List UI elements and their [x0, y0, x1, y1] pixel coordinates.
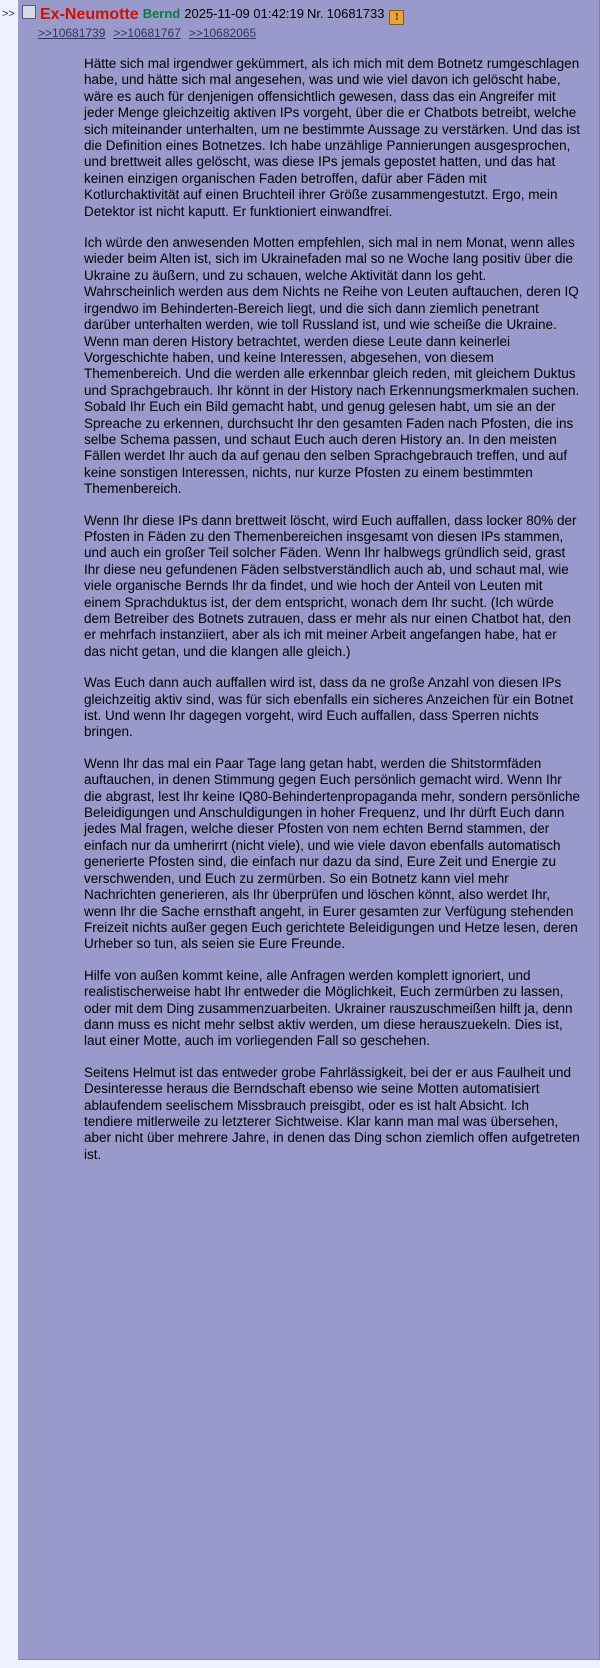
backlink-3[interactable]: >>10682065: [188, 26, 257, 40]
post-paragraph: Seitens Helmut ist das entweder grobe Fahrlässigkeit, bei der er aus Faulheit und Desinteresse heraus die Berndschaft ebenso wie seine Motten automatisiert ablaufendem seelischem Missbrauch preisgibt, oder es ist halt Absicht. Ich tendiere mitlerweile zu letzterer Sichtweise. Klar kann man mal was übersehen, aber nicht über mehrere Jahre, in denen das Ding schon ziemlich offen aufgetreten ist.: [84, 1064, 580, 1162]
backlinks: [18, 25, 599, 44]
post-paragraph: Hätte sich mal irgendwer gekümmert, als ich mich mit dem Botnetz rumgeschlagen habe, und hätte sich mal angesehen, was und wie viel davon ich gelöscht habe, wäre es auch für denjenigen offensichtlich gewesen, dass das ein Angreifer mit jeder Menge gleichzeitig aktiven IPs vorgeht, über die er Chatbots betreibt, welche sich miteinander unterhalten, um ne bestimmte Aussage zu verstärken. Und das ist die Definition eines Botnetzes. Ich habe unzählige Pannierungen ausgesprochen, und brettweit alles gelöscht, was diese IPs jemals gepostet hatten, und das hat keinen einzigen organischen Faden betroffen, dafür aber Fäden mit Kotlurchaktivität auf einen Bruchteil ihrer Größe zusammengestutzt. Ergo, mein Detektor ist nicht kaputt. Er funktioniert einwandfrei.: [84, 56, 580, 219]
post-body: [18, 44, 599, 1173]
reply-marker: >>: [2, 8, 15, 20]
post-number-label: Nr.: [307, 6, 324, 21]
post-paragraph: Was Euch dann auch auffallen wird ist, dass da ne große Anzahl von diesen IPs gleichzeitig aktiv sind, was für sich ebenfalls ein sicheres Anzeichen für ein Botnet ist. Und wenn Ihr dagegen vorgeht, wird Euch auffallen, dass Sperren nichts bringen.: [84, 675, 574, 740]
post-subject: Ex-Neumotte: [40, 6, 139, 23]
post-datetime: 2025-11-09 01:42:19: [184, 6, 304, 21]
backlink-1[interactable]: >>10681739: [38, 26, 106, 40]
backlink-2[interactable]: >>10681767: [113, 26, 181, 40]
post-paragraph: Wenn Ihr diese IPs dann brettweit löscht, wird Euch auffallen, dass locker 80% der Pfosten in Fäden zu den Themenbereichen insgesamt von diesen IPs stammen, und auch ein großer Teil solcher Fäden. Wenn Ihr halbwegs gründlich seid, grast Ihr diese neu gefundenen Fäden selbstverständlich auch ab, und schaut mal, wie viele organische Bernds Ihr da findet, und wie hoch der Anteil von Leuten mit einem Sprachduktus ist, der dem entspricht, wonach dem Ihr sucht. (Ich würde dem Betreiber des Botnets zutrauen, dass er mehr als nur einen Chatbot hat, den er mehrfach instanziiert, aber als ich mit meiner Arbeit angefangen habe, hat er das nicht getan, und die klangen alle gleich.): [84, 512, 577, 659]
report-icon[interactable]: !: [389, 10, 404, 25]
post-author: Bernd: [142, 6, 181, 21]
post-container: [18, 0, 600, 1660]
post-header: [18, 0, 599, 25]
post-paragraph: Hilfe von außen kommt keine, alle Anfragen werden komplett ignoriert, und realistischerweise habt Ihr entweder die Möglichkeit, Euch zermürben zu lassen, oder mit dem Ding zusammenzuarbeiten. Ukrainer rauszuschmeißen hilft ja, denn dann muss es nicht mehr selbst aktiv werden, um diese herauszuekeln. Dies ist, laut einer Motte, auch im vorliegenden Fall so geschehen.: [84, 967, 573, 1049]
post-select-checkbox[interactable]: [22, 5, 36, 19]
post-paragraph: Ich würde den anwesenden Motten empfehlen, sich mal in nem Monat, wenn alles wieder beim Alten ist, sich im Ukrainefaden mal so ne Woche lang positiv über die Ukraine zu äußern, und zu schauen, welche Aktivität dann los geht. Wahrscheinlich werden aus dem Nichts ne Reihe von Leuten auftauchen, deren IQ irgendwo im Behinderten-Bereich liegt, und die sich dann ziemlich penetrant darüber unterhalten werden, wie toll Russland ist, und wie scheiße die Ukraine. Wenn man deren History betrachtet, werden diese Leute dann keinerlei Vorgeschichte haben, und keine Interessen, abgesehen, von diesem Themenbereich. Und die werden alle erkennbar gleich reden, mit gleichem Duktus und Sprachgebrauch. Ihr könnt in der History nach Erkennungsmerkmalen suchen. Sobald Ihr Euch ein Bild gemacht habt, und genug gelesen habt, um sie an der Spreache zu erkennen, durchsucht Ihr den gesamten Faden nach Pfosten, die ins selbe Schema passen, und schaut Euch auch deren History an. In den meisten Fällen werdet Ihr auch da auf genau den selben Sprachgebrauch treffen, und auf keine sonstigen Interessen, nichts, nur kurze Pfosten zu einem bestimmten Themenbereich.: [84, 235, 580, 497]
post-paragraph: Wenn Ihr das mal ein Paar Tage lang getan habt, werden die Shitstormfäden auftauchen, in denen Stimmung gegen Euch persönlich gemacht wird. Wenn Ihr die abgrast, lest Ihr keine IQ80-Behindertenpropaganda mehr, sondern persönliche Beleidigungen und Anschuldigungen in hoher Frequenz, und Ihr dürft Euch dann jedes Mal fragen, welche dieser Pfosten von nem echten Bernd stammen, der einfach nur da umherirrt (nicht viele), und wie viele davon ebenfalls automatisch generierte Pfosten sind, die einfach nur dazu da sind, Eure Zeit und Energie zu verschwenden, und Euch zu zermürben. So ein Botnetz kann viel mehr Nachrichten generieren, als Ihr überprüfen und löschen könnt, also werdet Ihr, wenn Ihr die Sache ernsthaft angeht, in Eurer gesamten zur Verfügung stehenden Freizeit nichts außer gegen Euch gerichtete Beleidigungen und Hetze lesen, deren Urheber so tun, als seien sie Eure Freunde.: [84, 755, 581, 952]
post-number[interactable]: 10681733: [326, 6, 385, 21]
